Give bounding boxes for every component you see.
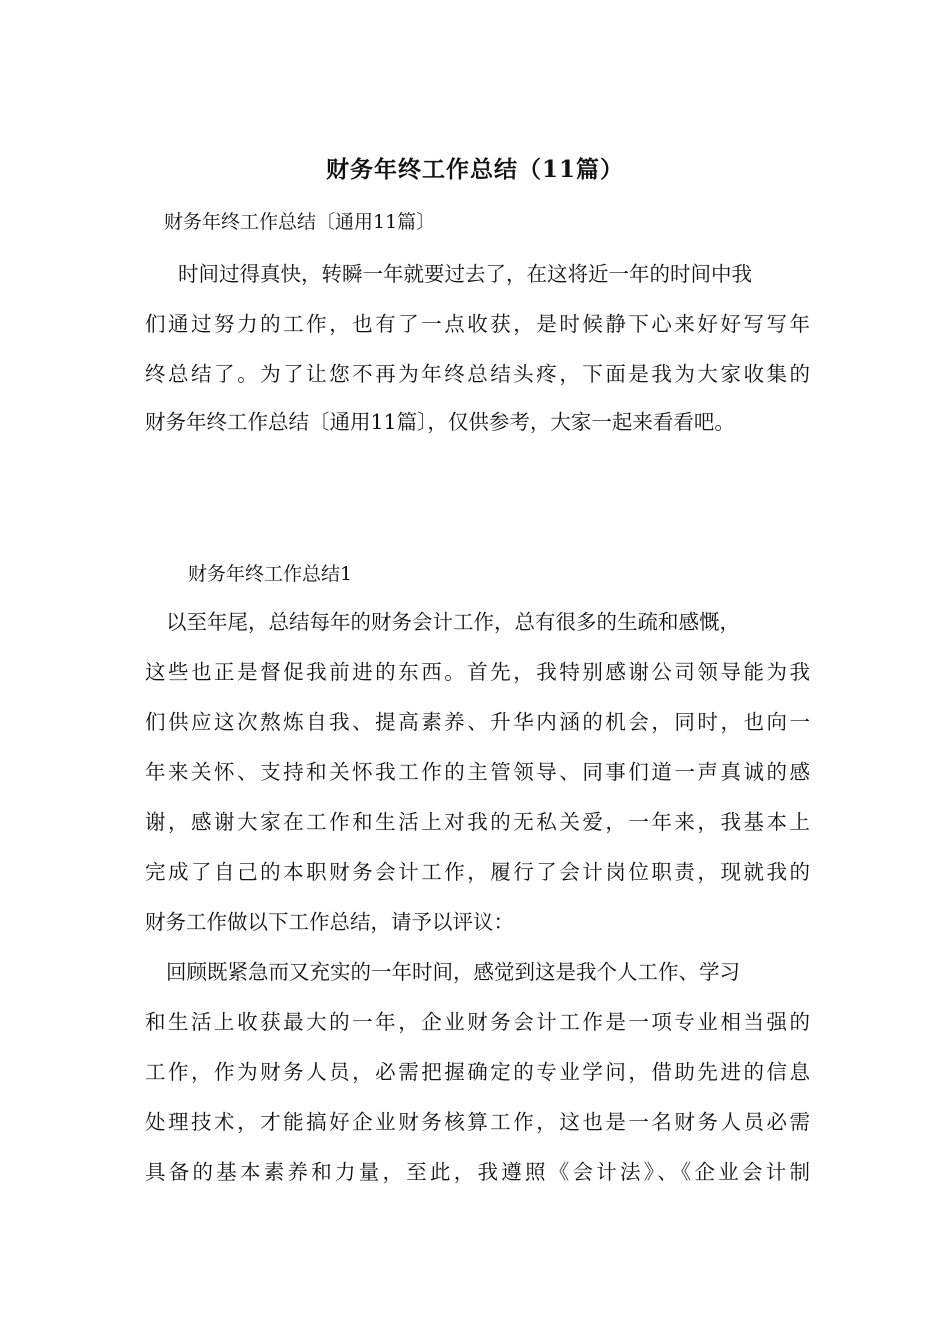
paragraph-line: 和生活上收获最大的一年，企业财务会计工作是一项专业相当强的: [145, 1010, 810, 1034]
document-title: 财务年终工作总结（11篇）: [325, 156, 624, 183]
document-subtitle: 财务年终工作总结〔通用11篇〕: [164, 211, 436, 233]
paragraph-line: 完成了自己的本职财务会计工作，履行了会计岗位职责，现就我的: [145, 860, 810, 884]
paragraph-line: 年来关怀、支持和关怀我工作的主管领导、同事们道一声真诚的感: [145, 760, 810, 784]
paragraph-line: 这些也正是督促我前进的东西。首先，我特别感谢公司领导能为我: [145, 660, 810, 684]
intro-line: 终总结了。为了让您不再为年终总结头疼，下面是我为大家收集的: [145, 362, 810, 386]
paragraph-line: 财务工作做以下工作总结，请予以评议：: [145, 910, 514, 934]
paragraph-line: 工作，作为财务人员，必需把握确定的专业学问，借助先进的信息: [145, 1060, 810, 1084]
paragraph-line: 回顾既紧急而又充实的一年时间，感觉到这是我个人工作、学习: [166, 960, 740, 984]
section-heading: 财务年终工作总结1: [188, 563, 353, 585]
paragraph-line: 们供应这次熬炼自我、提高素养、升华内涵的机会，同时，也向一: [145, 710, 810, 734]
paragraph-line: 处理技术，才能搞好企业财务核算工作，这也是一名财务人员必需: [145, 1110, 810, 1134]
paragraph-line: 以至年尾，总结每年的财务会计工作，总有很多的生疏和感慨，: [166, 610, 740, 634]
intro-line: 时间过得真快，转瞬一年就要过去了，在这将近一年的时间中我: [178, 262, 752, 286]
paragraph-line: 谢，感谢大家在工作和生活上对我的无私关爱，一年来，我基本上: [145, 810, 810, 834]
intro-line: 财务年终工作总结〔通用11篇〕，仅供参考，大家一起来看看吧。: [145, 410, 735, 434]
paragraph-line: 具备的基本素养和力量，至此，我遵照《会计法》、《企业会计制: [145, 1160, 810, 1184]
intro-line: 们通过努力的工作，也有了一点收获，是时候静下心来好好写写年: [145, 312, 810, 336]
